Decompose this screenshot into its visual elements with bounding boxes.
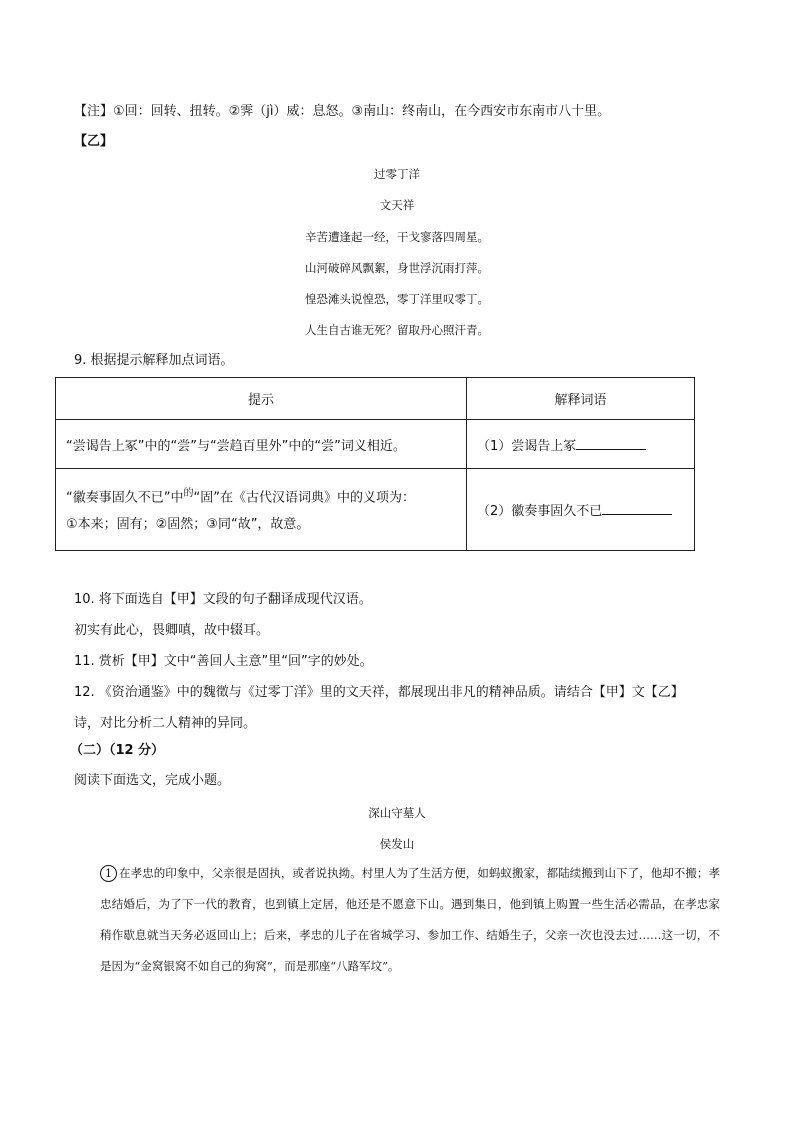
note-line: 【注】①回：回转、扭转。②霁（jì）威：息怒。③南山：终南山，在今西安市东南市八十里。 — [74, 104, 611, 119]
reading-instruction: 阅读下面选文，完成小题。 — [74, 773, 231, 788]
table-header-hint: 提示 — [56, 378, 467, 420]
hint-text: “尝谒告上冢”中的“尝”与“尝趋百里外”中的“尝”词义相近。 — [66, 438, 406, 454]
answer-blank[interactable] — [576, 436, 646, 450]
answer-item-label: （1）尝谒告上冢 — [477, 438, 577, 454]
paragraph-text: 在孝忠的印象中，父亲很是固执，或者说执拗。村里人为了生活方便，如蚂蚁搬家，都陆续搬到山下了，他却不搬；孝忠结婚后，为了下一代的教育，也到镇上定居，他还是不愿意下山。遇到集日，他到镇上购置一些生活必需品，在孝忠家稍作歇息就当天务必返回山上；后来，孝忠的儿子在省城学习、参加工作、结婚生子，父亲一次也没去过……这一切，不是因为“金窝银窝不如自己的狗窝”，而是那座“八路军坟”。 — [100, 866, 720, 973]
answer-item-label: （2）徽奏事固久不已 — [477, 504, 603, 519]
hint-text-superscript: 的 — [183, 488, 194, 500]
question-10: 10. 将下面选自【甲】文段的句子翻译成现代汉语。 — [74, 592, 372, 607]
hint-text: “徽奏事固久不已”中 — [66, 490, 184, 506]
article-paragraph — [100, 858, 720, 982]
table-cell-answer — [467, 420, 695, 469]
hint-text: “固”在《古代汉语词典》中的义项为： — [193, 490, 415, 506]
table-cell-hint — [56, 420, 467, 469]
paragraph-number: 1 — [100, 865, 117, 882]
hint-table — [55, 377, 695, 551]
question-11: 11. 赏析【甲】文中“善回人主意”里“回”字的妙处。 — [74, 654, 373, 669]
question-9: 9. 根据提示解释加点词语。 — [74, 353, 234, 368]
section-heading: （二）（12 分） — [70, 743, 165, 758]
poem-author: 文天祥 — [379, 198, 415, 212]
article-author: 侯发山 — [379, 837, 415, 851]
question-12-line2: 诗，对比分析二人精神的异同。 — [74, 716, 257, 731]
poem-line: 辛苦遭逢起一经，干戈寥落四周星。 — [305, 230, 489, 244]
poem-line: 惶恐滩头说惶恐，零丁洋里叹零丁。 — [305, 292, 489, 306]
section-label-yi: 【乙】 — [74, 134, 114, 149]
question-10-sentence: 初实有此心，畏卿嗔，故中辍耳。 — [74, 623, 270, 638]
table-cell-answer — [467, 469, 695, 551]
table-header-explain: 解释词语 — [467, 378, 695, 420]
poem-line: 山河破碎风飘絮，身世浮沉雨打萍。 — [305, 261, 489, 275]
article-title: 深山守墓人 — [368, 806, 426, 820]
table-cell-hint — [56, 469, 467, 551]
answer-blank[interactable] — [602, 501, 672, 515]
hint-text: ①本来；固有；②固然；③同“故”，故意。 — [66, 516, 310, 532]
poem-line: 人生自古谁无死？留取丹心照汗青。 — [305, 323, 489, 337]
question-12-line1: 12. 《资治通鉴》中的魏徵与《过零丁洋》里的文天祥，都展现出非凡的精神品质。请结合【甲】文【乙】 — [74, 685, 684, 700]
poem-title: 过零丁洋 — [374, 167, 420, 181]
